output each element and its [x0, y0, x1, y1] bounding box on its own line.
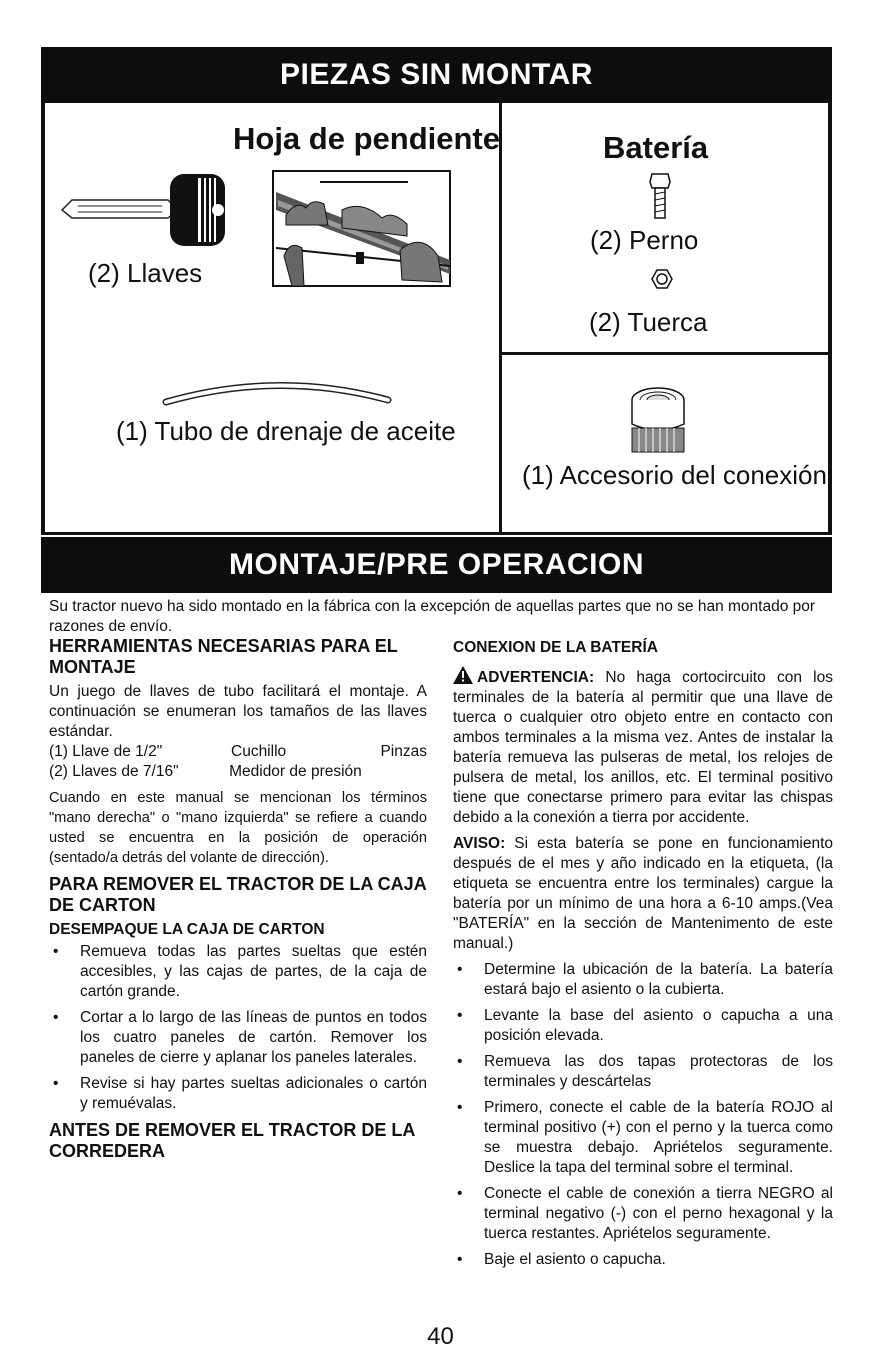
- notice-label: AVISO:: [453, 835, 506, 852]
- bolt-icon: [649, 172, 671, 220]
- parts-box-divider-horizontal: [499, 352, 832, 355]
- warning-label: ADVERTENCIA:: [477, 669, 595, 686]
- tool-item: (1) Llave de 1/2": [49, 743, 163, 760]
- battery-steps-list: [453, 960, 833, 1270]
- list-item: • Conecte el cable de conexión a tierra NEGRO al terminal negativo (-) con el perno hexagonal y la tuerca restantes. Apriételos seguramente.: [453, 1184, 833, 1244]
- list-item: • Revise si hay partes sueltas adicionales o cartón y remuévalas.: [49, 1074, 427, 1114]
- fitting-icon: [625, 384, 691, 456]
- parts-box-divider-vertical: [499, 103, 502, 535]
- drain-tube-label: (1) Tubo de drenaje de aceite: [116, 416, 456, 446]
- list-item: • Levante la base del asiento o capucha a una posición elevada.: [453, 1006, 833, 1046]
- skid-heading: ANTES DE REMOVER EL TRACTOR DE LA CORREDERA: [49, 1120, 415, 1161]
- tool-item: Medidor de presión: [229, 763, 362, 780]
- unassembled-parts-banner: PIEZAS SIN MONTAR: [41, 47, 832, 103]
- battery-connection-heading: CONEXION DE LA BATERÍA: [453, 639, 658, 656]
- intro-paragraph: Su tractor nuevo ha sido montado en la fábrica con la excepción de aquellas partes que no se han montado por razones de envío.: [49, 598, 816, 635]
- tool-item: Cuchillo: [231, 743, 287, 760]
- notice-text: Si esta batería se pone en funcionamiento después de el mes y año indicado en la etiqueta, (la etiqueta se encuentra entre los terminales) cargue la batería por un mínimo de una hora a 6-10 amps.(Vea "BATERÍA" en la sección de Mantenimento de este manual.): [453, 835, 833, 952]
- unpack-subheading: DESEMPAQUE LA CAJA DE CARTON: [49, 921, 325, 938]
- assembly-banner: MONTAJE/PRE OPERACION: [41, 537, 832, 593]
- list-item: • Determine la ubicación de la batería. La batería estará bajo el asiento o la cubierta.: [453, 960, 833, 1000]
- key-icon: [58, 170, 228, 250]
- warning-text: No haga cortocircuito con los terminales de la batería al permitir que una llave de tuerca o cualquier otro objeto entre en contacto con ambos terminales a la misma vez. Antes de instalar la batería remueva las pulseras de metal, los relojes de pulsera de metal, los anillos, etc. El terminal positivo tiene que conectarse primero para evitar las chispas debido a la conexión a tierra por accidente.: [453, 669, 833, 826]
- list-item: • Cortar a lo largo de las líneas de puntos en todos los cuatro paneles de cartón. Remover los paneles de cierre y aplanar los paneles laterales.: [49, 1008, 427, 1068]
- tools-list: [49, 742, 427, 782]
- notice-paragraph: [453, 834, 833, 954]
- list-item: • Baje el asiento o capucha.: [453, 1250, 833, 1270]
- nut-icon: [651, 268, 673, 290]
- orientation-paragraph: Cuando en este manual se mencionan los términos "mano derecha" o "mano izquierda" se refiere a cuando usted se encuentra en la posición de operación (sentado/a detrás del volante de dirección).: [49, 790, 427, 866]
- tools-row: [49, 742, 427, 762]
- nut-label: (2) Tuerca: [589, 307, 708, 337]
- unpack-list: [49, 942, 427, 1114]
- drain-tube-icon: [158, 376, 398, 412]
- warning-icon: [453, 666, 473, 684]
- tools-row: [49, 762, 427, 782]
- list-item: • Primero, conecte el cable de la batería ROJO al terminal positivo (+) con el perno y la tuerca como se muestra debajo. Apriételos seguramente. Deslice la tapa del terminal sobre el terminal.: [453, 1098, 833, 1178]
- page-number: 40: [427, 1323, 454, 1350]
- remove-heading: PARA REMOVER EL TRACTOR DE LA CAJA DE CARTON: [49, 874, 427, 915]
- tools-paragraph: Un juego de llaves de tubo facilitará el montaje. A continuación se enumeran los tamaños de las llaves estándar.: [49, 683, 427, 740]
- tool-item: (2) Llaves de 7/16": [49, 763, 179, 780]
- tools-heading: HERRAMIENTAS NECESARIAS PARA EL MONTAJE: [49, 636, 398, 677]
- keys-label: (2) Llaves: [88, 258, 203, 288]
- right-column: [453, 636, 833, 1276]
- list-item: • Remueva todas las partes sueltas que estén accesibles, y las cajas de partes, de la caja de cartón grande.: [49, 942, 427, 1002]
- slope-sheet-icon: [272, 170, 452, 288]
- bolt-label: (2) Perno: [590, 225, 699, 255]
- left-column: [49, 636, 427, 1166]
- fitting-label: (1) Accesorio del conexión: [522, 460, 827, 490]
- warning-paragraph: [453, 666, 833, 828]
- tool-item: Pinzas: [380, 743, 427, 760]
- list-item: • Remueva las dos tapas protectoras de los terminales y descártelas: [453, 1052, 833, 1092]
- slope-sheet-title: Hoja de pendiente: [233, 121, 500, 156]
- battery-title: Batería: [603, 130, 709, 165]
